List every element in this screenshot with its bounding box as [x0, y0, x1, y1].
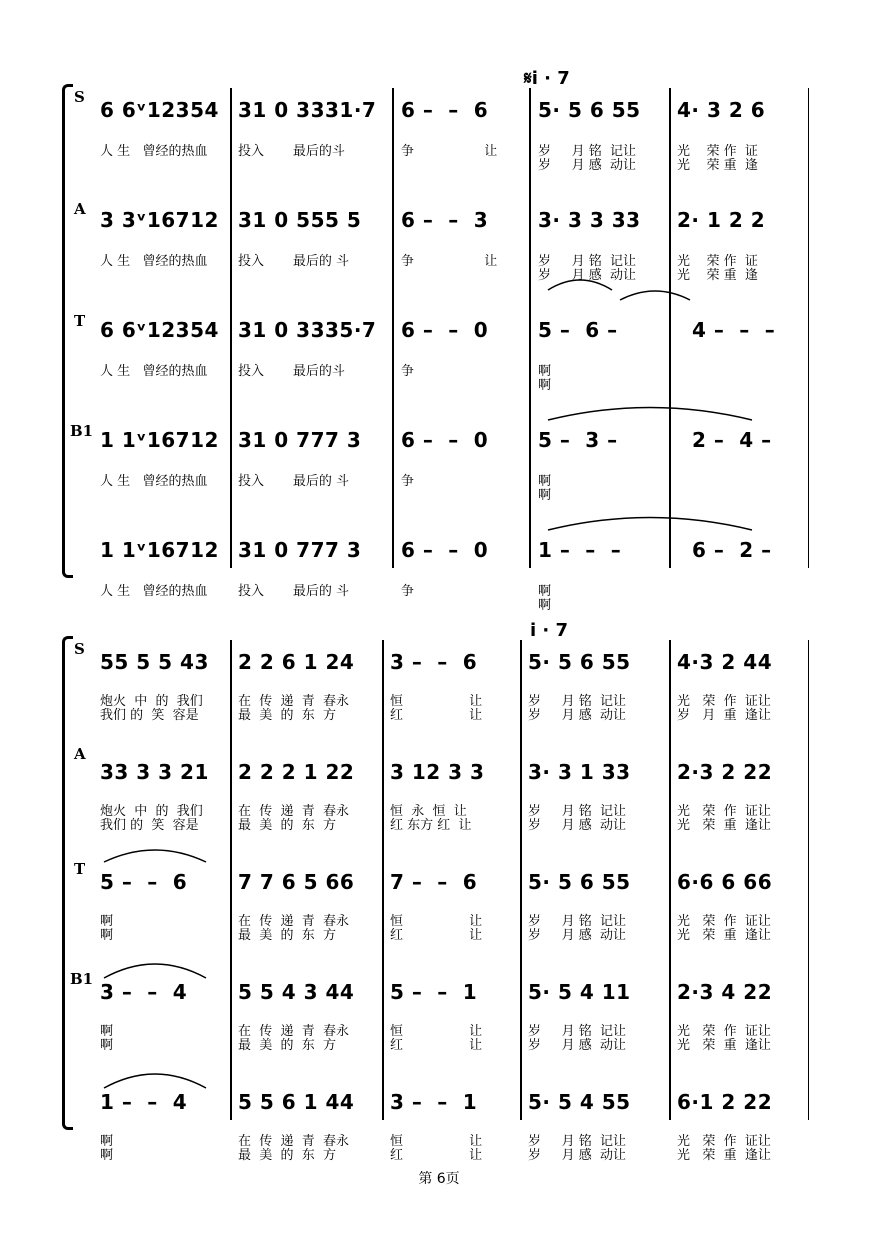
measure-5: 4· 3 2 6	[677, 98, 766, 122]
lyrics: 投入 最后的斗	[238, 144, 345, 159]
measure-3: 6 – – 6	[401, 98, 489, 122]
lyrics: 最 美 的 东 方	[238, 708, 337, 723]
measure-2: 31 0 3335·7	[238, 318, 377, 342]
lyrics: 啊	[538, 474, 552, 489]
measure-4: 5· 5 6 55	[538, 98, 641, 122]
measure-4: 5· 5 6 55	[528, 870, 631, 894]
measure-3: 7 – – 6	[390, 870, 478, 894]
measure-4: 5· 5 4 55	[528, 1090, 631, 1114]
lyrics: 最 美 的 东 方	[238, 1148, 337, 1163]
lyrics: 啊	[538, 378, 552, 393]
lyrics: 投入 最后的斗	[238, 364, 345, 379]
measure-4: 5 – 3 –	[538, 428, 618, 452]
measure-5: 6 – 2 –	[692, 538, 772, 562]
lyrics: 人 生 曾经的热血	[100, 364, 208, 379]
measure-2: 31 0 777 3	[238, 538, 362, 562]
lyrics: 最 美 的 东 方	[238, 1038, 337, 1053]
lyrics: 人 生 曾经的热血	[100, 254, 208, 269]
lyrics: 岁 月 感 动让	[538, 268, 637, 283]
measure-5: 6·6 6 66	[677, 870, 773, 894]
page-number: 第 6页	[418, 1171, 460, 1187]
measure-5: 4·3 2 44	[677, 650, 773, 674]
lyrics: 啊	[100, 928, 114, 943]
measure-1: 1 – – 4	[100, 1090, 188, 1114]
lyrics: 在 传 递 青 春永	[238, 804, 350, 819]
lyrics: 啊	[100, 1024, 114, 1039]
measure-1: 1 1ᵛ16712	[100, 428, 219, 452]
measure-3: 3 – – 1	[390, 1090, 478, 1114]
lyrics: 啊	[538, 584, 552, 599]
lyrics: 争 让	[401, 254, 498, 269]
lyrics: 啊	[100, 1148, 114, 1163]
measure-2: 31 0 3331·7	[238, 98, 377, 122]
part-label: B1	[70, 970, 94, 988]
lyrics: 光 荣 作 证	[677, 254, 758, 269]
lyrics: 人 生 曾经的热血	[100, 144, 208, 159]
lyrics: 光 荣 重 逢	[677, 268, 758, 283]
measure-1: 3 – – 4	[100, 980, 188, 1004]
lyrics: 红 让	[390, 1148, 483, 1163]
lyrics: 光 荣 重 逢让	[677, 1148, 771, 1163]
measure-4: 5· 5 4 11	[528, 980, 631, 1004]
lyrics: 啊	[100, 1134, 114, 1149]
lyrics: 光 荣 重 逢	[677, 158, 758, 173]
lyrics: 岁 月 感 动让	[528, 928, 627, 943]
measure-3: 3 – – 6	[390, 650, 478, 674]
measure-3: 6 – – 0	[401, 428, 489, 452]
lyrics: 岁 月 感 动让	[528, 1148, 627, 1163]
lyrics: 岁 月 铭 记让	[528, 804, 627, 819]
lyrics: 岁 月 铭 记让	[528, 914, 627, 929]
measure-4: 3· 3 3 33	[538, 208, 641, 232]
measure-2: 31 0 555 5	[238, 208, 362, 232]
measure-5: 4 – – –	[692, 318, 776, 342]
lyrics: 岁 月 铭 记让	[528, 1024, 627, 1039]
lyrics: 我们 的 笑 容是	[100, 708, 199, 723]
measure-2: 2 2 2 1 22	[238, 760, 355, 784]
measure-1: 5 – – 6	[100, 870, 188, 894]
lyrics: 争	[401, 584, 415, 599]
lyrics: 光 荣 作 证	[677, 144, 758, 159]
segno-marks: 𝄋i · 7	[524, 68, 570, 89]
lyrics: 恒 让	[390, 1134, 483, 1149]
measure-1: 6 6ᵛ12354	[100, 318, 219, 342]
lyrics: 在 传 递 青 春永	[238, 1024, 350, 1039]
measure-3: 3 12 3 3	[390, 760, 485, 784]
lyrics: 投入 最后的 斗	[238, 474, 350, 489]
lyrics: 红 东方 红 让	[390, 818, 472, 833]
lyrics: 光 荣 重 逢让	[677, 1038, 771, 1053]
lyrics: 在 传 递 青 春永	[238, 914, 350, 929]
lyrics: 炮火 中 的 我们	[100, 694, 203, 709]
lyrics: 在 传 递 青 春永	[238, 694, 350, 709]
lyrics: 光 荣 作 证让	[677, 914, 771, 929]
measure-5: 2· 1 2 2	[677, 208, 766, 232]
measure-3: 6 – – 0	[401, 538, 489, 562]
measure-3: 6 – – 3	[401, 208, 489, 232]
lyrics: 光 荣 作 证让	[677, 1134, 771, 1149]
measure-4: 3· 3 1 33	[528, 760, 631, 784]
measure-1: 33 3 3 21	[100, 760, 209, 784]
lyrics: 恒 让	[390, 694, 483, 709]
lyrics: 光 荣 作 证让	[677, 804, 771, 819]
measure-1: 3 3ᵛ16712	[100, 208, 219, 232]
measure-1: 55 5 5 43	[100, 650, 209, 674]
top-marks: i · 7	[530, 620, 569, 641]
lyrics: 岁 月 重 逢让	[677, 708, 771, 723]
lyrics: 争	[401, 474, 415, 489]
lyrics: 人 生 曾经的热血	[100, 584, 208, 599]
lyrics: 最 美 的 东 方	[238, 928, 337, 943]
lyrics: 争 让	[401, 144, 498, 159]
part-label: B1	[70, 422, 94, 440]
lyrics: 人 生 曾经的热血	[100, 474, 208, 489]
lyrics: 岁 月 感 动让	[528, 1038, 627, 1053]
lyrics: 啊	[100, 914, 114, 929]
measure-5: 6·1 2 22	[677, 1090, 773, 1114]
measure-5: 2·3 4 22	[677, 980, 773, 1004]
lyrics: 炮火 中 的 我们	[100, 804, 203, 819]
lyrics: 争	[401, 364, 415, 379]
lyrics: 恒 让	[390, 1024, 483, 1039]
measure-4: 1 – – –	[538, 538, 622, 562]
part-label: T	[74, 312, 86, 330]
lyrics: 岁 月 铭 记让	[528, 1134, 627, 1149]
measure-3: 5 – – 1	[390, 980, 478, 1004]
lyrics: 光 荣 重 逢让	[677, 818, 771, 833]
measure-1: 6 6ᵛ12354	[100, 98, 219, 122]
lyrics: 恒 让	[390, 914, 483, 929]
lyrics: 岁 月 感 动让	[528, 708, 627, 723]
measure-4: 5 – 6 –	[538, 318, 618, 342]
lyrics: 岁 月 铭 记让	[538, 254, 637, 269]
part-label: S	[74, 640, 85, 658]
lyrics: 啊	[538, 364, 552, 379]
part-label: A	[74, 745, 86, 763]
lyrics: 投入 最后的 斗	[238, 584, 350, 599]
lyrics: 投入 最后的 斗	[238, 254, 350, 269]
lyrics: 最 美 的 东 方	[238, 818, 337, 833]
measure-4: 5· 5 6 55	[528, 650, 631, 674]
measure-2: 2 2 6 1 24	[238, 650, 355, 674]
measure-2: 5 5 4 3 44	[238, 980, 355, 1004]
lyrics: 岁 月 感 动让	[528, 818, 627, 833]
measure-2: 5 5 6 1 44	[238, 1090, 355, 1114]
part-label: A	[74, 200, 86, 218]
lyrics: 红 让	[390, 928, 483, 943]
lyrics: 光 荣 重 逢让	[677, 928, 771, 943]
measure-5: 2 – 4 –	[692, 428, 772, 452]
measure-1: 1 1ᵛ16712	[100, 538, 219, 562]
part-label: T	[74, 860, 86, 878]
lyrics: 红 让	[390, 1038, 483, 1053]
lyrics: 岁 月 铭 记让	[538, 144, 637, 159]
lyrics: 岁 月 铭 记让	[528, 694, 627, 709]
part-label: S	[74, 88, 85, 106]
lyrics: 岁 月 感 动让	[538, 158, 637, 173]
lyrics: 在 传 递 青 春永	[238, 1134, 350, 1149]
lyrics: 恒 永 恒 让	[390, 804, 467, 819]
lyrics: 光 荣 作 证让	[677, 694, 771, 709]
measure-2: 7 7 6 5 66	[238, 870, 355, 894]
lyrics: 啊	[538, 598, 552, 613]
lyrics: 我们 的 笑 容是	[100, 818, 199, 833]
lyrics: 光 荣 作 证让	[677, 1024, 771, 1039]
lyrics: 啊	[100, 1038, 114, 1053]
measure-3: 6 – – 0	[401, 318, 489, 342]
lyrics: 啊	[538, 488, 552, 503]
measure-2: 31 0 777 3	[238, 428, 362, 452]
measure-5: 2·3 2 22	[677, 760, 773, 784]
lyrics: 红 让	[390, 708, 483, 723]
